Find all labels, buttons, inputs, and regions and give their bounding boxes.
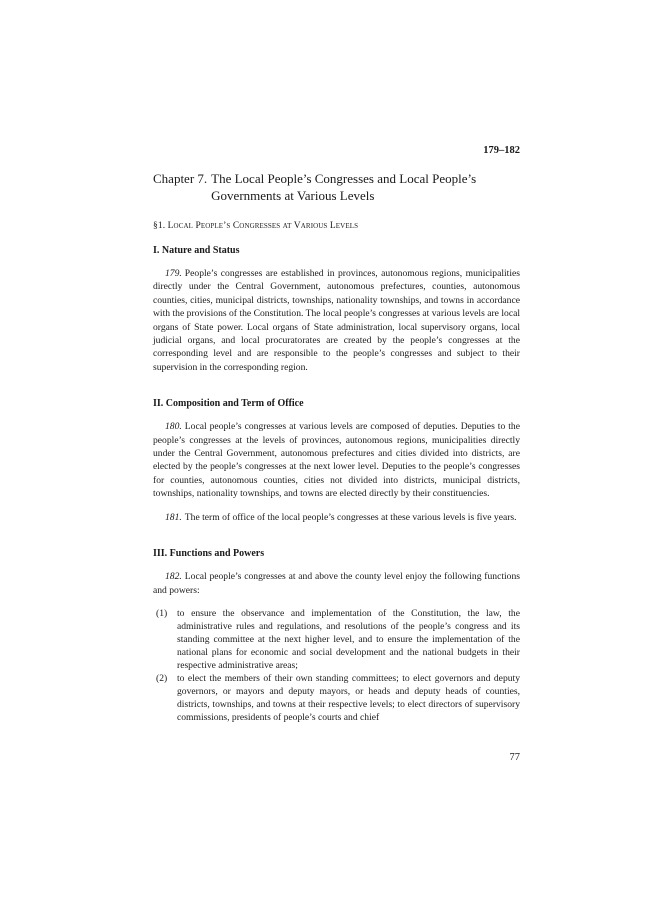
page-number: 77 [509,752,520,763]
section-heading-nature-status: I. Nature and Status [153,245,240,256]
subsection-title: §1. Local People’s Congresses at Various Levels [153,221,359,231]
spacer [153,501,520,511]
paragraph-number: 182. [165,571,182,583]
paragraph-182 [153,570,520,597]
paragraph-181 [153,511,520,524]
spacer [153,524,520,548]
list-item-text: to elect the members of their own standing committees; to elect governors and deputy governors, or mayors and deputy mayors, or heads and deputy heads of counties, districts, townships, and towns at their respective levels; to elect directors of supervisory commissions, presidents of people’s courts and chief [177,672,520,723]
list-item-marker: (2) [156,672,168,684]
chapter-title [153,170,520,204]
paragraph-179 [153,267,520,374]
chapter-label: Chapter 7. [153,171,208,186]
paragraph-text: People’s congresses are established in provinces, autonomous regions, municipalities directly under the Central Government, autonomous prefectures, counties, autonomous counties, cities, municipal districts, townships, nationality townships, and towns in accordance with the provisions of the Constitution. The local people’s congresses at various levels are local organs of State power. Local organs of State administration, local supervisory organs, local judicial organs, and local procuratorates are created by the people’s congresses at the corresponding level and are responsible to the people’s congresses and subject to their supervision in the corresponding region. [153,268,520,373]
paragraph-text: The term of office of the local people’s congresses at these various levels is five years. [184,511,517,523]
paragraph-text: Local people’s congresses at and above the county level enjoy the following functions and powers: [153,571,520,596]
spacer [153,374,520,398]
list-item-text: to ensure the observance and implementation of the Constitution, the law, the administrative rules and regulations, and resolutions of the people’s congress and its standing committee at the next higher level, and to ensure the implementation of the national plans for economic and social development and the national budgets in their respective administrative areas; [177,607,520,671]
list-item-marker: (1) [156,607,168,619]
functions-list [153,607,520,724]
spacer [153,597,520,607]
paragraph-number: 181. [165,511,182,523]
list-item [153,607,520,672]
paragraph-number: 180. [165,421,182,433]
page-body [153,145,520,724]
chapter-title-text: The Local People’s Congresses and Local People’s Governments at Various Levels [211,171,477,203]
paragraph-180 [153,420,520,500]
paragraph-number: 179. [165,268,182,279]
paragraph-text: Local people’s congresses at various levels are composed of deputies. Deputies to the people’s congresses at the levels of provinces, autonomous regions, municipalities directly under the Central Government, autonomous prefectures and cities divided into districts, are elected by the people’s congresses at the next lower level. Deputies to the people’s congresses for counties, autonomous counties, cities not divided into districts, municipal districts, townships, nationality townships, and towns are elected directly by their constituencies. [153,421,520,500]
list-item [153,672,520,724]
section-heading-composition-term: II. Composition and Term of Office [153,398,304,410]
running-header-section-range: 179–182 [483,145,520,156]
section-heading-functions-powers: III. Functions and Powers [153,548,265,560]
